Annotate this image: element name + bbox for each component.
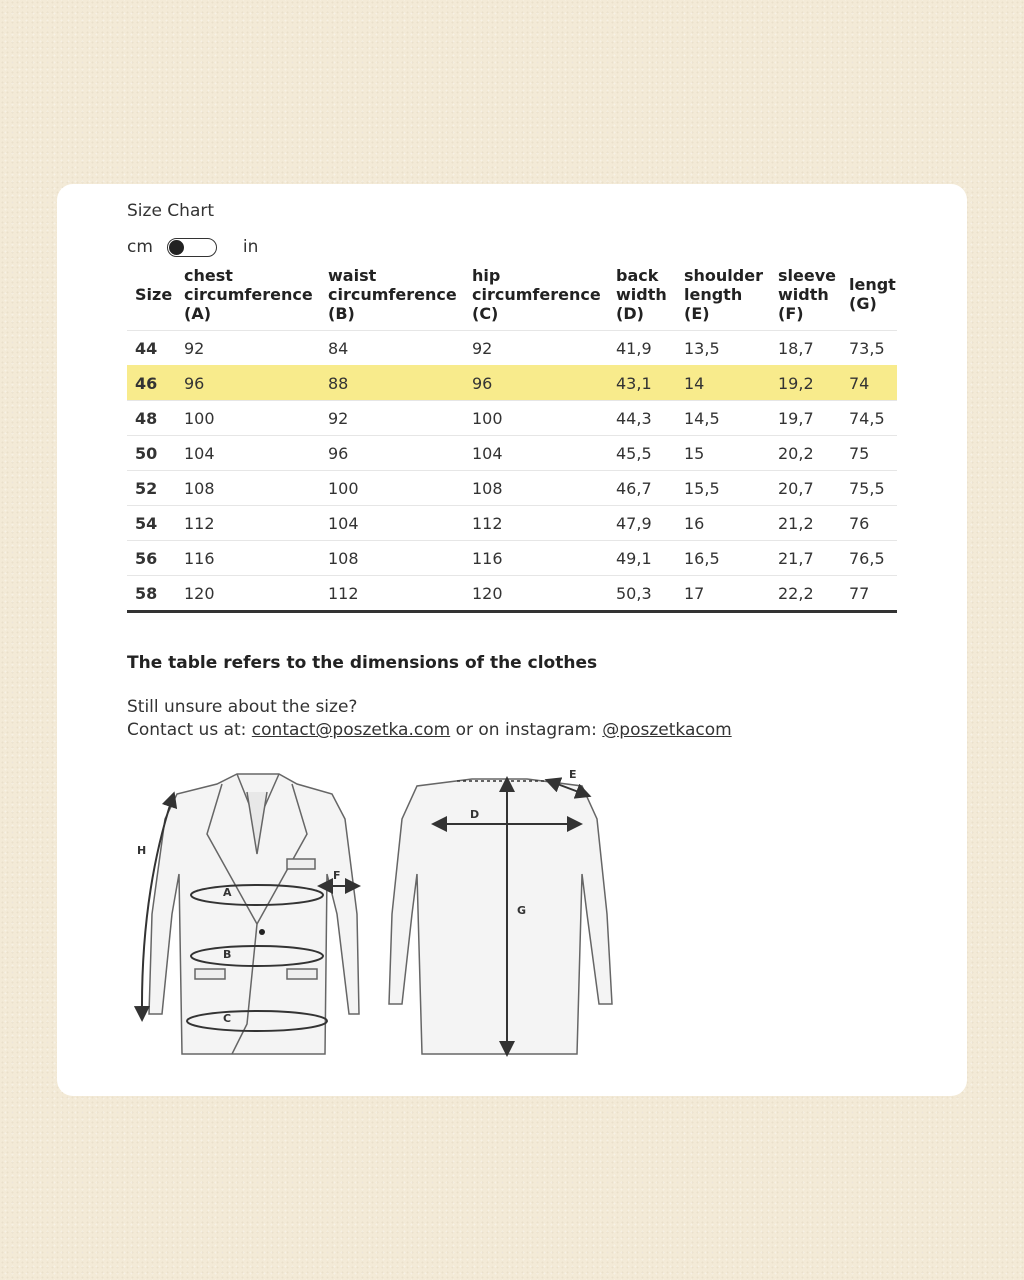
- column-header-line: width: [616, 284, 667, 304]
- unit-toggle-switch[interactable]: [167, 238, 217, 257]
- column-header-line: back: [616, 265, 659, 285]
- value-cell: 43,1: [616, 366, 684, 401]
- value-cell: 44,3: [616, 401, 684, 436]
- value-cell: 19,7: [778, 401, 849, 436]
- column-header-line: length: [684, 284, 743, 304]
- instagram-link[interactable]: @poszetkacom: [602, 720, 732, 740]
- column-header-line: hip: [472, 265, 501, 285]
- table-body: [127, 331, 897, 612]
- value-cell: 47,9: [616, 506, 684, 541]
- value-cell: 50,3: [616, 576, 684, 612]
- value-cell: 100: [472, 401, 616, 436]
- value-cell: 15,5: [684, 471, 778, 506]
- label-a: A: [223, 886, 232, 899]
- table-row: [127, 541, 897, 576]
- size-cell: 54: [127, 506, 184, 541]
- value-cell: 104: [328, 506, 472, 541]
- value-cell: 13,5: [684, 331, 778, 366]
- table-row: [127, 331, 897, 366]
- value-cell: 20,2: [778, 436, 849, 471]
- value-cell: 116: [184, 541, 328, 576]
- column-header: [328, 264, 472, 331]
- value-cell: 15: [684, 436, 778, 471]
- label-c: C: [223, 1012, 232, 1025]
- column-header-line: (G): [849, 294, 877, 313]
- value-cell: 120: [472, 576, 616, 612]
- column-header-line: sleeve: [778, 265, 836, 285]
- value-cell: 41,9: [616, 331, 684, 366]
- contact-middle: or on instagram:: [450, 720, 603, 740]
- page-title: Size Chart: [127, 201, 215, 221]
- size-cell: 50: [127, 436, 184, 471]
- value-cell: 75,5: [849, 471, 897, 506]
- value-cell: 88: [328, 366, 472, 401]
- value-cell: 108: [184, 471, 328, 506]
- value-cell: 16: [684, 506, 778, 541]
- column-header-line: width: [778, 284, 829, 304]
- table-row: [127, 471, 897, 506]
- column-header: [849, 264, 897, 331]
- table-row-highlighted: [127, 366, 897, 401]
- value-cell: 74,5: [849, 401, 897, 436]
- value-cell: 96: [472, 366, 616, 401]
- value-cell: 73,5: [849, 331, 897, 366]
- table-header-row: [127, 264, 897, 331]
- value-cell: 108: [328, 541, 472, 576]
- value-cell: 112: [328, 576, 472, 612]
- table-row: [127, 506, 897, 541]
- column-header-line: Size: [135, 284, 173, 304]
- size-chart-card: [57, 184, 967, 1096]
- size-cell: 44: [127, 331, 184, 366]
- column-header: [778, 264, 849, 331]
- label-d: D: [470, 808, 480, 821]
- column-header-line: circumference: [328, 284, 457, 304]
- label-h: H: [137, 844, 147, 857]
- value-cell: 17: [684, 576, 778, 612]
- label-g: G: [517, 904, 527, 917]
- size-cell: 58: [127, 576, 184, 612]
- value-cell: 22,2: [778, 576, 849, 612]
- column-header-line: (E): [684, 303, 710, 323]
- value-cell: 92: [472, 331, 616, 366]
- column-header-line: circumference: [184, 284, 313, 304]
- table-note: The table refers to the dimensions of the clothes: [127, 653, 598, 673]
- label-e: E: [569, 768, 577, 781]
- column-header-line: (C): [472, 303, 499, 323]
- column-header-line: (F): [778, 303, 804, 323]
- size-cell: 56: [127, 541, 184, 576]
- value-cell: 14,5: [684, 401, 778, 436]
- unsure-text: Still unsure about the size?: [127, 697, 358, 717]
- toggle-knob: [169, 240, 184, 255]
- table-row: [127, 436, 897, 471]
- value-cell: 21,7: [778, 541, 849, 576]
- value-cell: 92: [184, 331, 328, 366]
- column-header-line: shoulder: [684, 265, 763, 285]
- unit-toggle-row: [127, 236, 258, 258]
- size-table: [127, 264, 897, 613]
- value-cell: 116: [472, 541, 616, 576]
- unit-label-cm: cm: [127, 237, 153, 257]
- size-cell: 52: [127, 471, 184, 506]
- table-row: [127, 576, 897, 612]
- table-row: [127, 401, 897, 436]
- column-header-line: (D): [616, 303, 644, 323]
- value-cell: 104: [184, 436, 328, 471]
- value-cell: 112: [184, 506, 328, 541]
- column-header-line: (A): [184, 303, 212, 323]
- value-cell: 46,7: [616, 471, 684, 506]
- column-header: [616, 264, 684, 331]
- column-header-line: circumference: [472, 284, 601, 304]
- value-cell: 21,2: [778, 506, 849, 541]
- value-cell: 77: [849, 576, 897, 612]
- column-header-line: lengt: [849, 275, 896, 294]
- value-cell: 92: [328, 401, 472, 436]
- value-cell: 100: [328, 471, 472, 506]
- value-cell: 96: [328, 436, 472, 471]
- email-link[interactable]: contact@poszetka.com: [251, 720, 451, 740]
- value-cell: 49,1: [616, 541, 684, 576]
- value-cell: 75: [849, 436, 897, 471]
- value-cell: 104: [472, 436, 616, 471]
- jacket-measurement-diagram: [127, 764, 647, 1074]
- column-header: [472, 264, 616, 331]
- value-cell: 16,5: [684, 541, 778, 576]
- value-cell: 76: [849, 506, 897, 541]
- contact-prefix: Contact us at:: [127, 720, 252, 740]
- back-jacket: [389, 779, 612, 1054]
- value-cell: 19,2: [778, 366, 849, 401]
- value-cell: 18,7: [778, 331, 849, 366]
- size-cell: 48: [127, 401, 184, 436]
- column-header-line: waist: [328, 265, 377, 285]
- value-cell: 96: [184, 366, 328, 401]
- column-header: [684, 264, 778, 331]
- column-header: [184, 264, 328, 331]
- value-cell: 74: [849, 366, 897, 401]
- unit-label-in: in: [242, 237, 259, 257]
- value-cell: 45,5: [616, 436, 684, 471]
- value-cell: 100: [184, 401, 328, 436]
- value-cell: 20,7: [778, 471, 849, 506]
- contact-line: [127, 719, 732, 742]
- label-f: F: [333, 869, 341, 882]
- column-header: [127, 264, 184, 331]
- value-cell: 84: [328, 331, 472, 366]
- value-cell: 76,5: [849, 541, 897, 576]
- column-header-line: (B): [328, 303, 355, 323]
- value-cell: 112: [472, 506, 616, 541]
- value-cell: 108: [472, 471, 616, 506]
- column-header-line: chest: [184, 265, 233, 285]
- label-b: B: [223, 948, 232, 961]
- value-cell: 120: [184, 576, 328, 612]
- contact-block: [127, 696, 732, 742]
- value-cell: 14: [684, 366, 778, 401]
- size-cell: 46: [127, 366, 184, 401]
